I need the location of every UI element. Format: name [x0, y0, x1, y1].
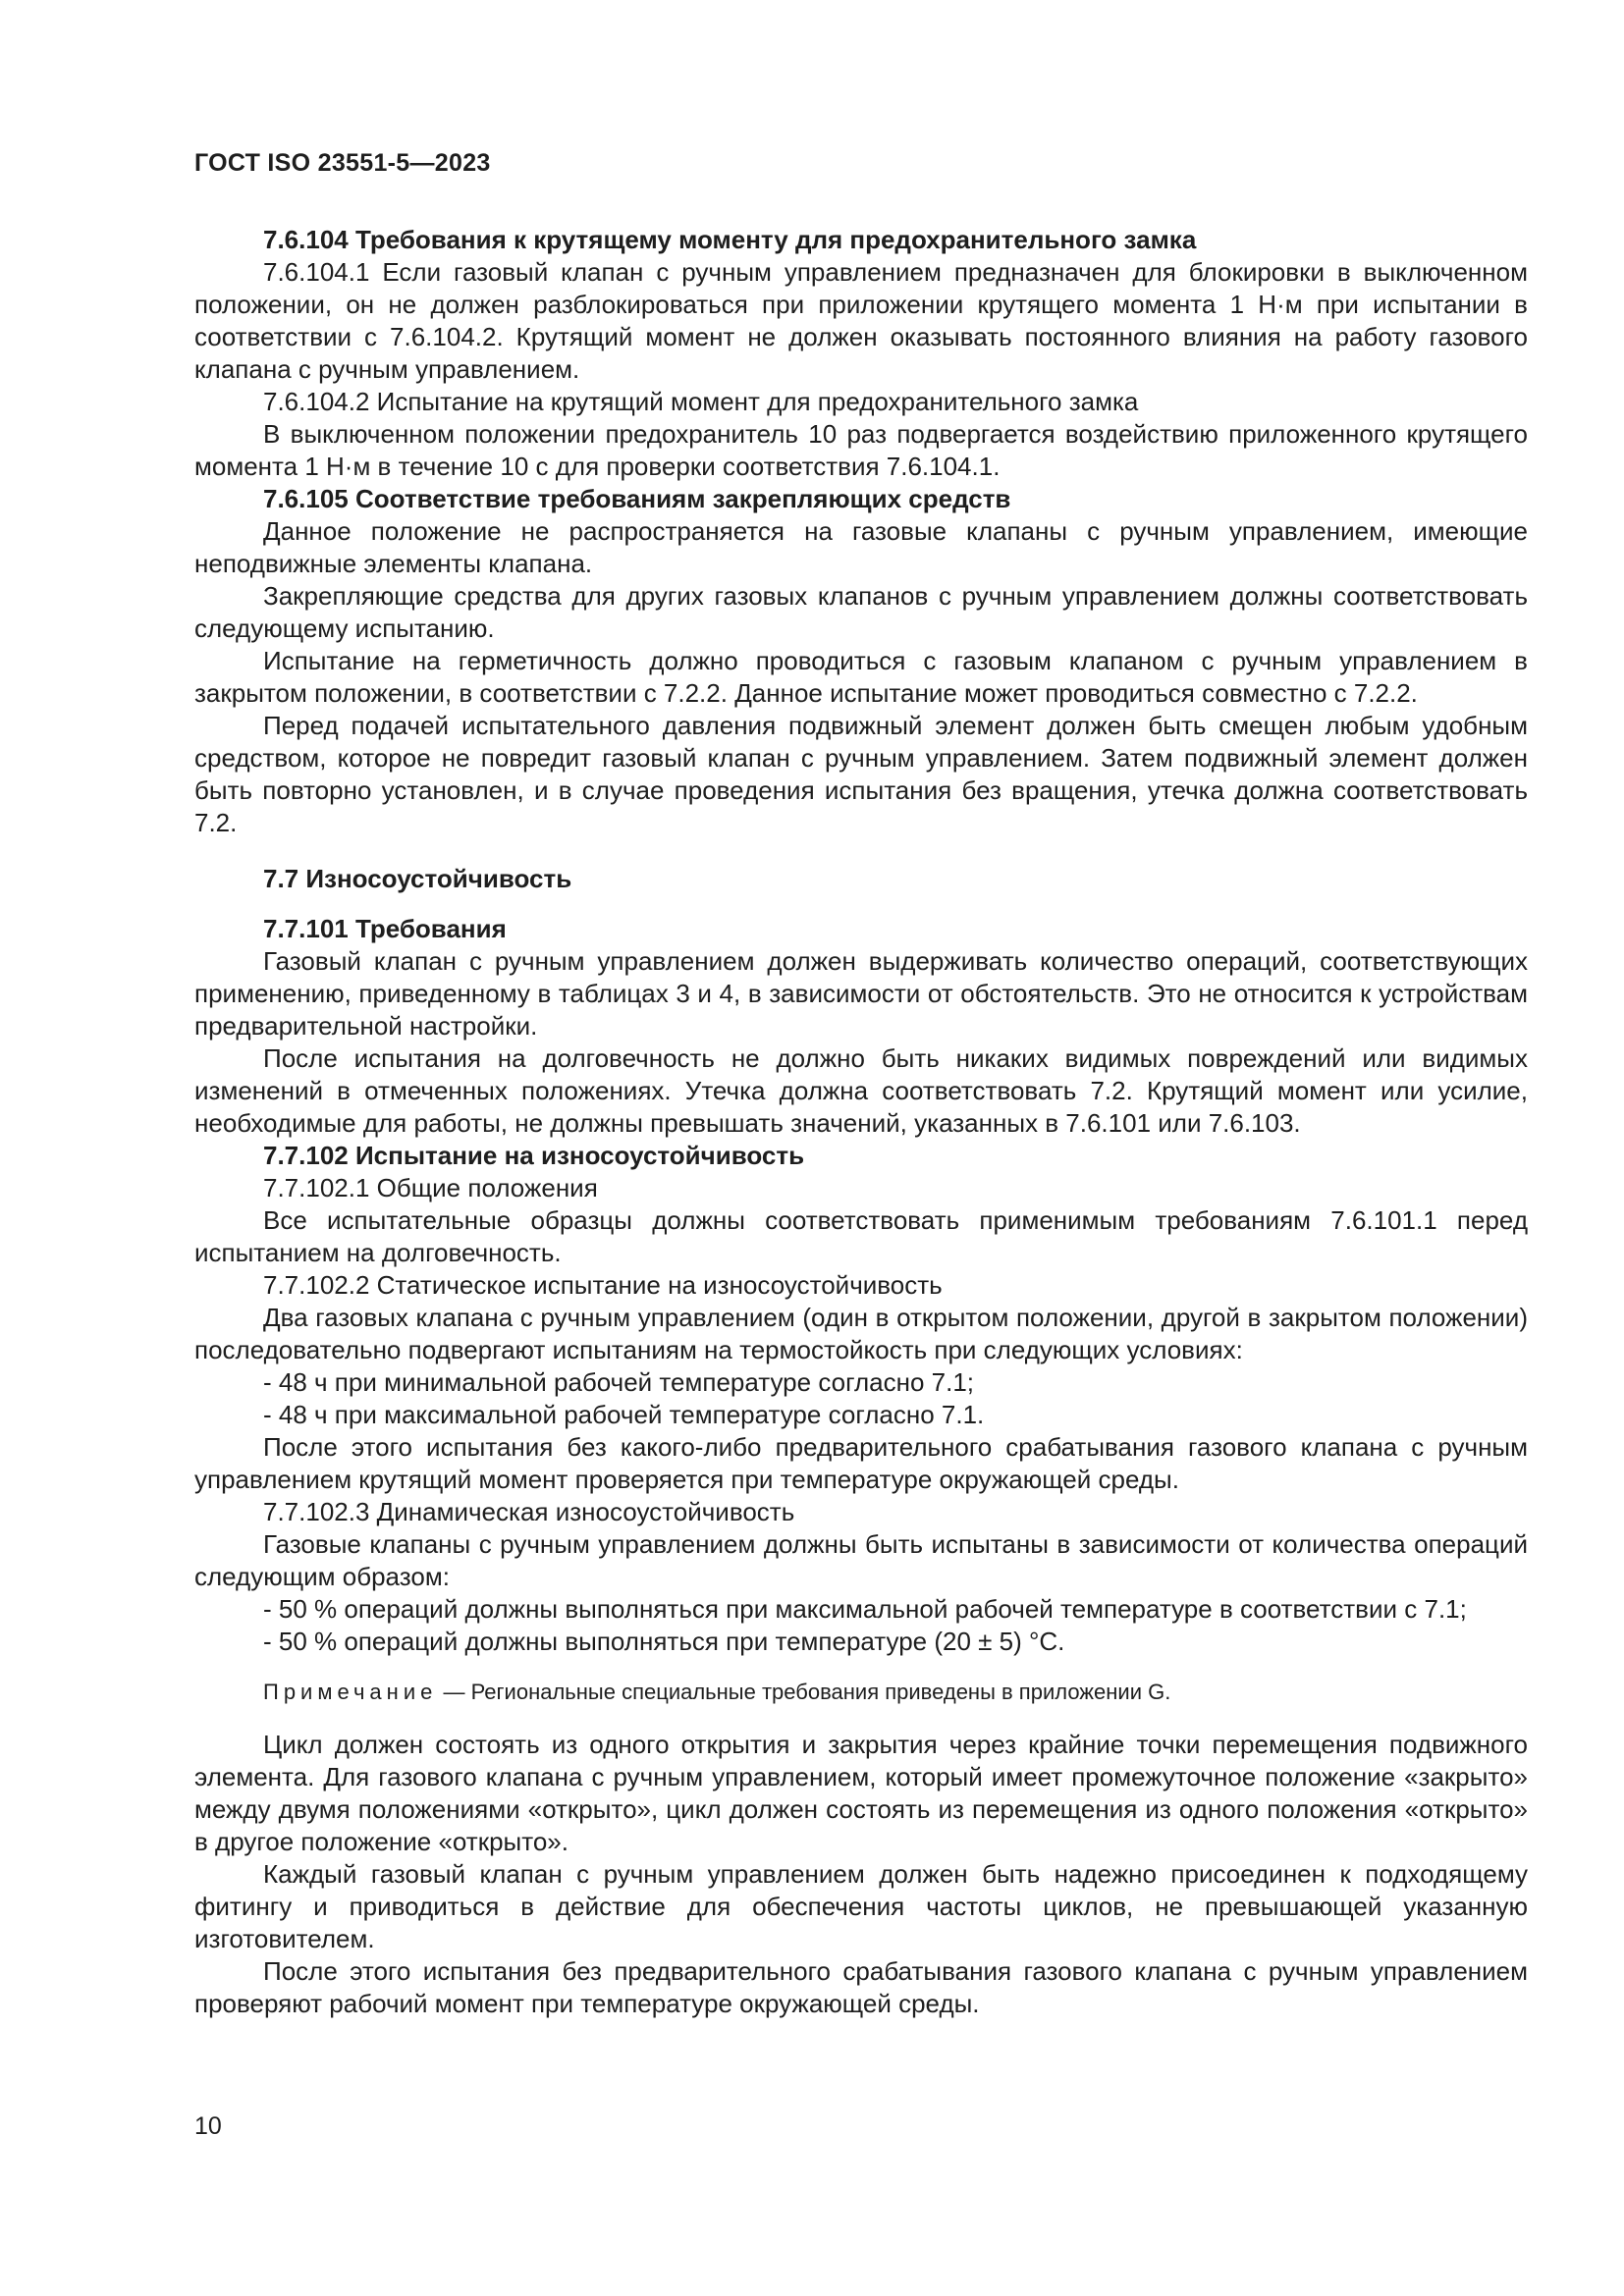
- paragraph: Перед подачей испытательного давления подвижный элемент должен быть смещен любым удобным средством, которое не повредит газовый клапан с ручным управлением. Затем подвижный элемент должен быть повторно установлен, и в случае проведения испытания без вращения, утечка должна соответствовать 7.2.: [194, 711, 1528, 837]
- paragraph: 7.6.104.2 Испытание на крутящий момент для предохранительного замка: [263, 387, 1139, 416]
- paragraph: 7.7.102.2 Статическое испытание на износоустойчивость: [263, 1270, 943, 1300]
- paragraph: 7.7.102.3 Динамическая износоустойчивость: [263, 1497, 795, 1526]
- clause-heading-7-7-102: 7.7.102 Испытание на износоустойчивость: [263, 1141, 805, 1170]
- list-item: - 48 ч при минимальной рабочей температуре согласно 7.1;: [263, 1367, 975, 1397]
- clause-heading-7-6-105: 7.6.105 Соответствие требованиям закрепляющих средств: [263, 484, 1011, 513]
- paragraph: Газовые клапаны с ручным управлением должны быть испытаны в зависимости от количества операций следующим образом:: [194, 1529, 1528, 1591]
- paragraph: Испытание на герметичность должно проводиться с газовым клапаном с ручным управлением в закрытом положении, в соответствии с 7.2.2. Данное испытание может проводиться совместно с 7.2.2.: [194, 646, 1528, 708]
- paragraph: После этого испытания без какого-либо предварительного срабатывания газового клапана с ручным управлением крутящий момент проверяется при температуре окружающей среды.: [194, 1432, 1528, 1494]
- paragraph: 7.6.104.1 Если газовый клапан с ручным управлением предназначен для блокировки в выключенном положении, он не должен разблокироваться при приложении крутящего момента 1 Н·м при испытании в соответствии с 7.6.104.2. Крутящий момент не должен оказывать постоянного влияния на работу газового клапана с ручным управлением.: [194, 257, 1528, 384]
- clause-heading-7-6-104: 7.6.104 Требования к крутящему моменту для предохранительного замка: [263, 225, 1197, 254]
- paragraph: Все испытательные образцы должны соответствовать применимым требованиям 7.6.101.1 перед испытанием на долговечность.: [194, 1205, 1528, 1267]
- note-label: Примечание: [263, 1680, 438, 1704]
- list-item: - 50 % операций должны выполняться при максимальной рабочей температуре в соответствии с 7.1;: [263, 1594, 1467, 1624]
- page-number: 10: [194, 2112, 222, 2140]
- list-item: - 50 % операций должны выполняться при температуре (20 ± 5) °С.: [263, 1627, 1065, 1656]
- paragraph: После этого испытания без предварительного срабатывания газового клапана с ручным управлением проверяют рабочий момент при температуре окружающей среды.: [194, 1956, 1528, 2018]
- paragraph: Газовый клапан с ручным управлением должен выдерживать количество операций, соответствующих применению, приведенному в таблицах 3 и 4, в зависимости от обстоятельств. Это не относится к устройствам предварительной настройки.: [194, 946, 1528, 1041]
- document-header: ГОСТ ISO 23551-5—2023: [194, 149, 491, 177]
- paragraph: После испытания на долговечность не должно быть никаких видимых повреждений или видимых изменений в отмеченных положениях. Утечка должна соответствовать 7.2. Крутящий момент или усилие, необходимые для работы, не должны превышать значений, указанных в 7.6.101 или 7.6.103.: [194, 1043, 1528, 1138]
- note-text: — Региональные специальные требования приведены в приложении G.: [443, 1680, 1171, 1704]
- document-body: [194, 224, 1528, 2020]
- note: [194, 1678, 1528, 1707]
- paragraph: Каждый газовый клапан с ручным управлением должен быть надежно присоединен к подходящему фитингу и приводиться в действие для обеспечения частоты циклов, не превышающей указанную изготовителем.: [194, 1859, 1528, 1953]
- list-item: - 48 ч при максимальной рабочей температуре согласно 7.1.: [263, 1400, 985, 1429]
- paragraph: Закрепляющие средства для других газовых клапанов с ручным управлением должны соответствовать следующему испытанию.: [194, 581, 1528, 643]
- clause-heading-7-7-101: 7.7.101 Требования: [263, 914, 507, 943]
- paragraph: В выключенном положении предохранитель 10 раз подвергается воздействию приложенного крутящего момента 1 Н·м в течение 10 с для проверки соответствия 7.6.104.1.: [194, 419, 1528, 481]
- paragraph: Цикл должен состоять из одного открытия и закрытия через крайние точки перемещения подвижного элемента. Для газового клапана с ручным управлением, который имеет промежуточное положение «закрыто» между двумя положениями «открыто», цикл должен состоять из перемещения из одного положения «открыто» в другое положение «открыто».: [194, 1730, 1528, 1856]
- paragraph: 7.7.102.1 Общие положения: [263, 1173, 598, 1202]
- paragraph: Два газовых клапана с ручным управлением (один в открытом положении, другой в закрытом положении) последовательно подвергают испытаниям на термостойкость при следующих условиях:: [194, 1303, 1528, 1364]
- section-heading-7-7: 7.7 Износоустойчивость: [263, 864, 572, 893]
- paragraph: Данное положение не распространяется на газовые клапаны с ручным управлением, имеющие неподвижные элементы клапана.: [194, 516, 1528, 578]
